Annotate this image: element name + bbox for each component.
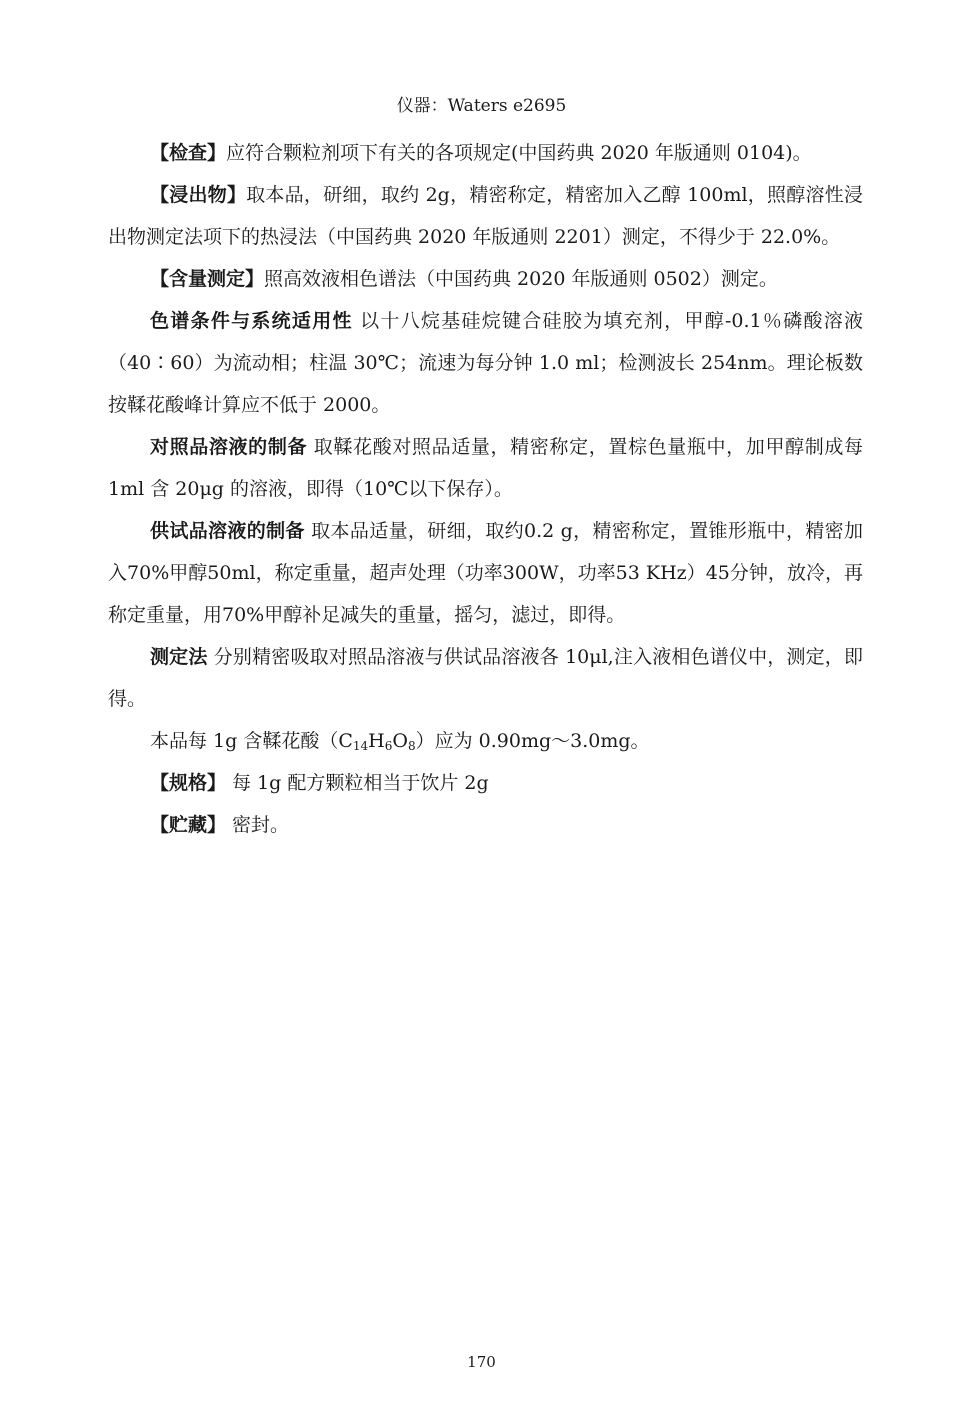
ref-text: 取鞣花酸对照品适量，精密称定，置棕色量瓶中，加甲醇制成每 1ml 含 20μg 的溶液，即得（10℃以下保存）。 (108, 436, 863, 500)
test-paragraph (108, 510, 863, 636)
chrom-paragraph (108, 300, 863, 426)
extract-paragraph (108, 174, 863, 258)
extract-heading: 【浸出物】 (150, 184, 247, 206)
check-heading: 【检查】 (150, 142, 227, 164)
storage-paragraph (108, 804, 863, 846)
formula-sub-14: 14 (352, 739, 369, 753)
method-text: 分别精密吸取对照品溶液与供试品溶液各 10μl,注入液相色谱仪中，测定，即得。 (108, 646, 863, 710)
assay-paragraph (108, 258, 863, 300)
formula-sub-8: 8 (407, 739, 416, 753)
ref-heading: 对照品溶液的制备 (150, 436, 308, 458)
extract-text: 取本品，研细，取约 2g，精密称定，精密加入乙醇 100ml，照醇溶性浸出物测定法项下的热浸法（中国药典 2020 年版通则 2201）测定，不得少于 22.0%。 (108, 184, 863, 248)
storage-text: 密封。 (226, 814, 290, 836)
content-post: ）应为 0.90mg～3.0mg。 (415, 730, 650, 752)
assay-text: 照高效液相色谱法（中国药典 2020 年版通则 0502）测定。 (264, 268, 778, 290)
document-body (108, 132, 863, 846)
storage-heading: 【贮藏】 (150, 814, 227, 836)
spec-text: 每 1g 配方颗粒相当于饮片 2g (226, 772, 489, 794)
ref-paragraph (108, 426, 863, 510)
content-paragraph (108, 720, 863, 762)
method-paragraph (108, 636, 863, 720)
spec-heading: 【规格】 (150, 772, 227, 794)
check-paragraph (108, 132, 863, 174)
formula-sub-6: 6 (384, 739, 393, 753)
test-heading: 供试品溶液的制备 (150, 520, 305, 542)
test-text: 取本品适量，研细，取约0.2 g，精密称定，置锥形瓶中，精密加入70%甲醇50ml，称定重量，超声处理（功率300W，功率53 KHz）45分钟，放冷，再称定重量，用70%甲醇补足减失的重量，摇匀，滤过，即得。 (108, 520, 863, 626)
chrom-heading: 色谱条件与系统适用性 (150, 310, 353, 332)
spec-paragraph (108, 762, 863, 804)
assay-heading: 【含量测定】 (150, 268, 265, 290)
chrom-text: 以十八烷基硅烷键合硅胶为填充剂，甲醇-0.1％磷酸溶液（40∶60）为流动相；柱温 30℃；流速为每分钟 1.0 ml；检测波长 254nm。理论板数按鞣花酸峰计算应不低于 2000。 (108, 310, 863, 416)
content-pre: 本品每 1g 含鞣花酸（C (150, 730, 353, 752)
formula-h: H (368, 730, 385, 752)
page-number: 170 (467, 1353, 496, 1371)
check-text: 应符合颗粒剂项下有关的各项规定(中国药典 2020 年版通则 0104)。 (226, 142, 812, 164)
instrument-caption: 仪器：Waters e2695 (396, 96, 567, 116)
method-heading: 测定法 (150, 646, 208, 668)
formula-o: O (392, 730, 408, 752)
